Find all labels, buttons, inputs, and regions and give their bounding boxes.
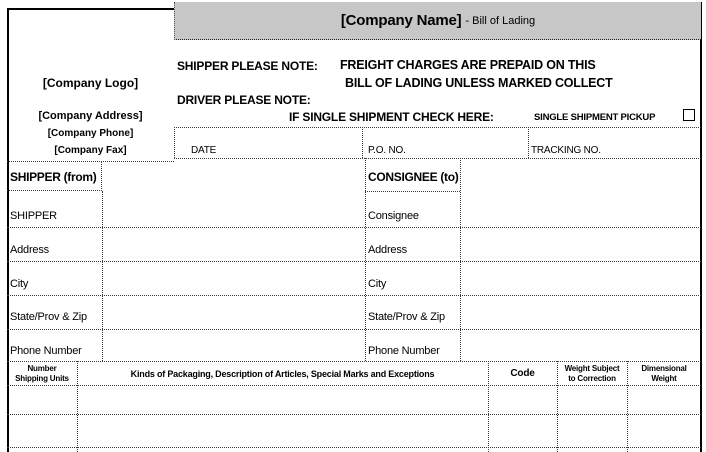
items-row-3-input[interactable] — [8, 448, 700, 452]
shipper-phone-input[interactable] — [103, 330, 364, 360]
col-header-description — [78, 363, 487, 384]
consignee-city-label: City — [368, 278, 387, 290]
page-border-top-left — [7, 8, 175, 10]
col-header-dimensional-weight — [628, 363, 700, 384]
single-shipment-checkbox-label: SINGLE SHIPMENT PICKUP — [534, 112, 656, 123]
col-header-code-line1: Code — [510, 367, 535, 379]
col-header-weight-subject-line1: Weight Subject — [564, 363, 620, 373]
col-header-weight-subject — [558, 363, 626, 384]
shipper-section-title: SHIPPER (from) — [7, 161, 102, 191]
col-header-dimensional-weight-line2: Weight — [651, 373, 677, 383]
tracking-number-label: TRACKING NO. — [531, 145, 601, 156]
tracking-number-input[interactable] — [530, 128, 699, 145]
col-header-shipping-units — [8, 363, 76, 384]
date-po-divider — [362, 127, 363, 158]
shipper-state-zip-label: State/Prov & Zip — [10, 311, 87, 323]
po-tracking-divider — [528, 127, 529, 158]
shipper-city-input[interactable] — [103, 262, 364, 294]
company-address-placeholder: [Company Address] — [38, 110, 143, 122]
freight-note-line1: FREIGHT CHARGES ARE PREPAID ON THIS — [340, 58, 596, 72]
date-label: DATE — [191, 145, 217, 156]
col-header-description-line1: Kinds of Packaging, Description of Articles, Special Marks and Exceptions — [130, 368, 435, 379]
consignee-phone-input[interactable] — [461, 330, 699, 360]
consignee-section-title: CONSIGNEE (to) — [365, 161, 460, 192]
title-bar — [174, 2, 701, 40]
company-logo-placeholder: [Company Logo] — [42, 76, 139, 90]
shipper-phone-label: Phone Number — [10, 345, 82, 357]
consignee-name-input[interactable] — [461, 159, 699, 226]
col-header-weight-subject-line2: to Correction — [568, 373, 616, 383]
single-shipment-prompt: IF SINGLE SHIPMENT CHECK HERE: — [289, 110, 494, 124]
document-title: - Bill of Lading — [465, 14, 536, 27]
shipper-state-zip-input[interactable] — [103, 296, 364, 328]
consignee-column-left-divider — [365, 158, 366, 361]
date-input[interactable] — [176, 128, 361, 145]
consignee-address-input[interactable] — [461, 228, 699, 260]
single-shipment-checkbox[interactable] — [683, 109, 695, 121]
consignee-phone-label: Phone Number — [368, 345, 440, 357]
col-header-shipping-units-line2: Shipping Units — [15, 373, 69, 383]
company-phone-placeholder: [Company Phone] — [47, 128, 134, 139]
company-fax-placeholder: [Company Fax] — [54, 145, 127, 156]
consignee-state-zip-input[interactable] — [461, 296, 699, 328]
consignee-name-label: Consignee — [368, 210, 419, 222]
items-row-2-input[interactable] — [8, 415, 700, 446]
items-row-1-input[interactable] — [8, 386, 700, 413]
shipper-name-input[interactable] — [103, 162, 364, 226]
company-name-title: [Company Name] — [340, 12, 462, 29]
po-number-label: P.O. NO. — [368, 145, 406, 156]
shipper-address-label: Address — [10, 244, 49, 256]
po-number-input[interactable] — [364, 128, 527, 145]
shipper-address-input[interactable] — [103, 228, 364, 260]
consignee-city-input[interactable] — [461, 262, 699, 294]
reference-row-left-border — [174, 127, 175, 158]
shipper-name-label: SHIPPER — [10, 210, 57, 222]
row-divider-5 — [7, 361, 701, 362]
shipper-note-label: SHIPPER PLEASE NOTE: — [177, 59, 318, 73]
consignee-state-zip-label: State/Prov & Zip — [368, 311, 445, 323]
consignee-address-label: Address — [368, 244, 407, 256]
col-header-code — [489, 363, 556, 384]
col-header-dimensional-weight-line1: Dimensional — [641, 363, 687, 373]
shipper-city-label: City — [10, 278, 29, 290]
col-header-shipping-units-line1: Number — [27, 363, 57, 373]
driver-note-label: DRIVER PLEASE NOTE: — [177, 93, 311, 107]
freight-note-line2: BILL OF LADING UNLESS MARKED COLLECT — [345, 76, 613, 90]
